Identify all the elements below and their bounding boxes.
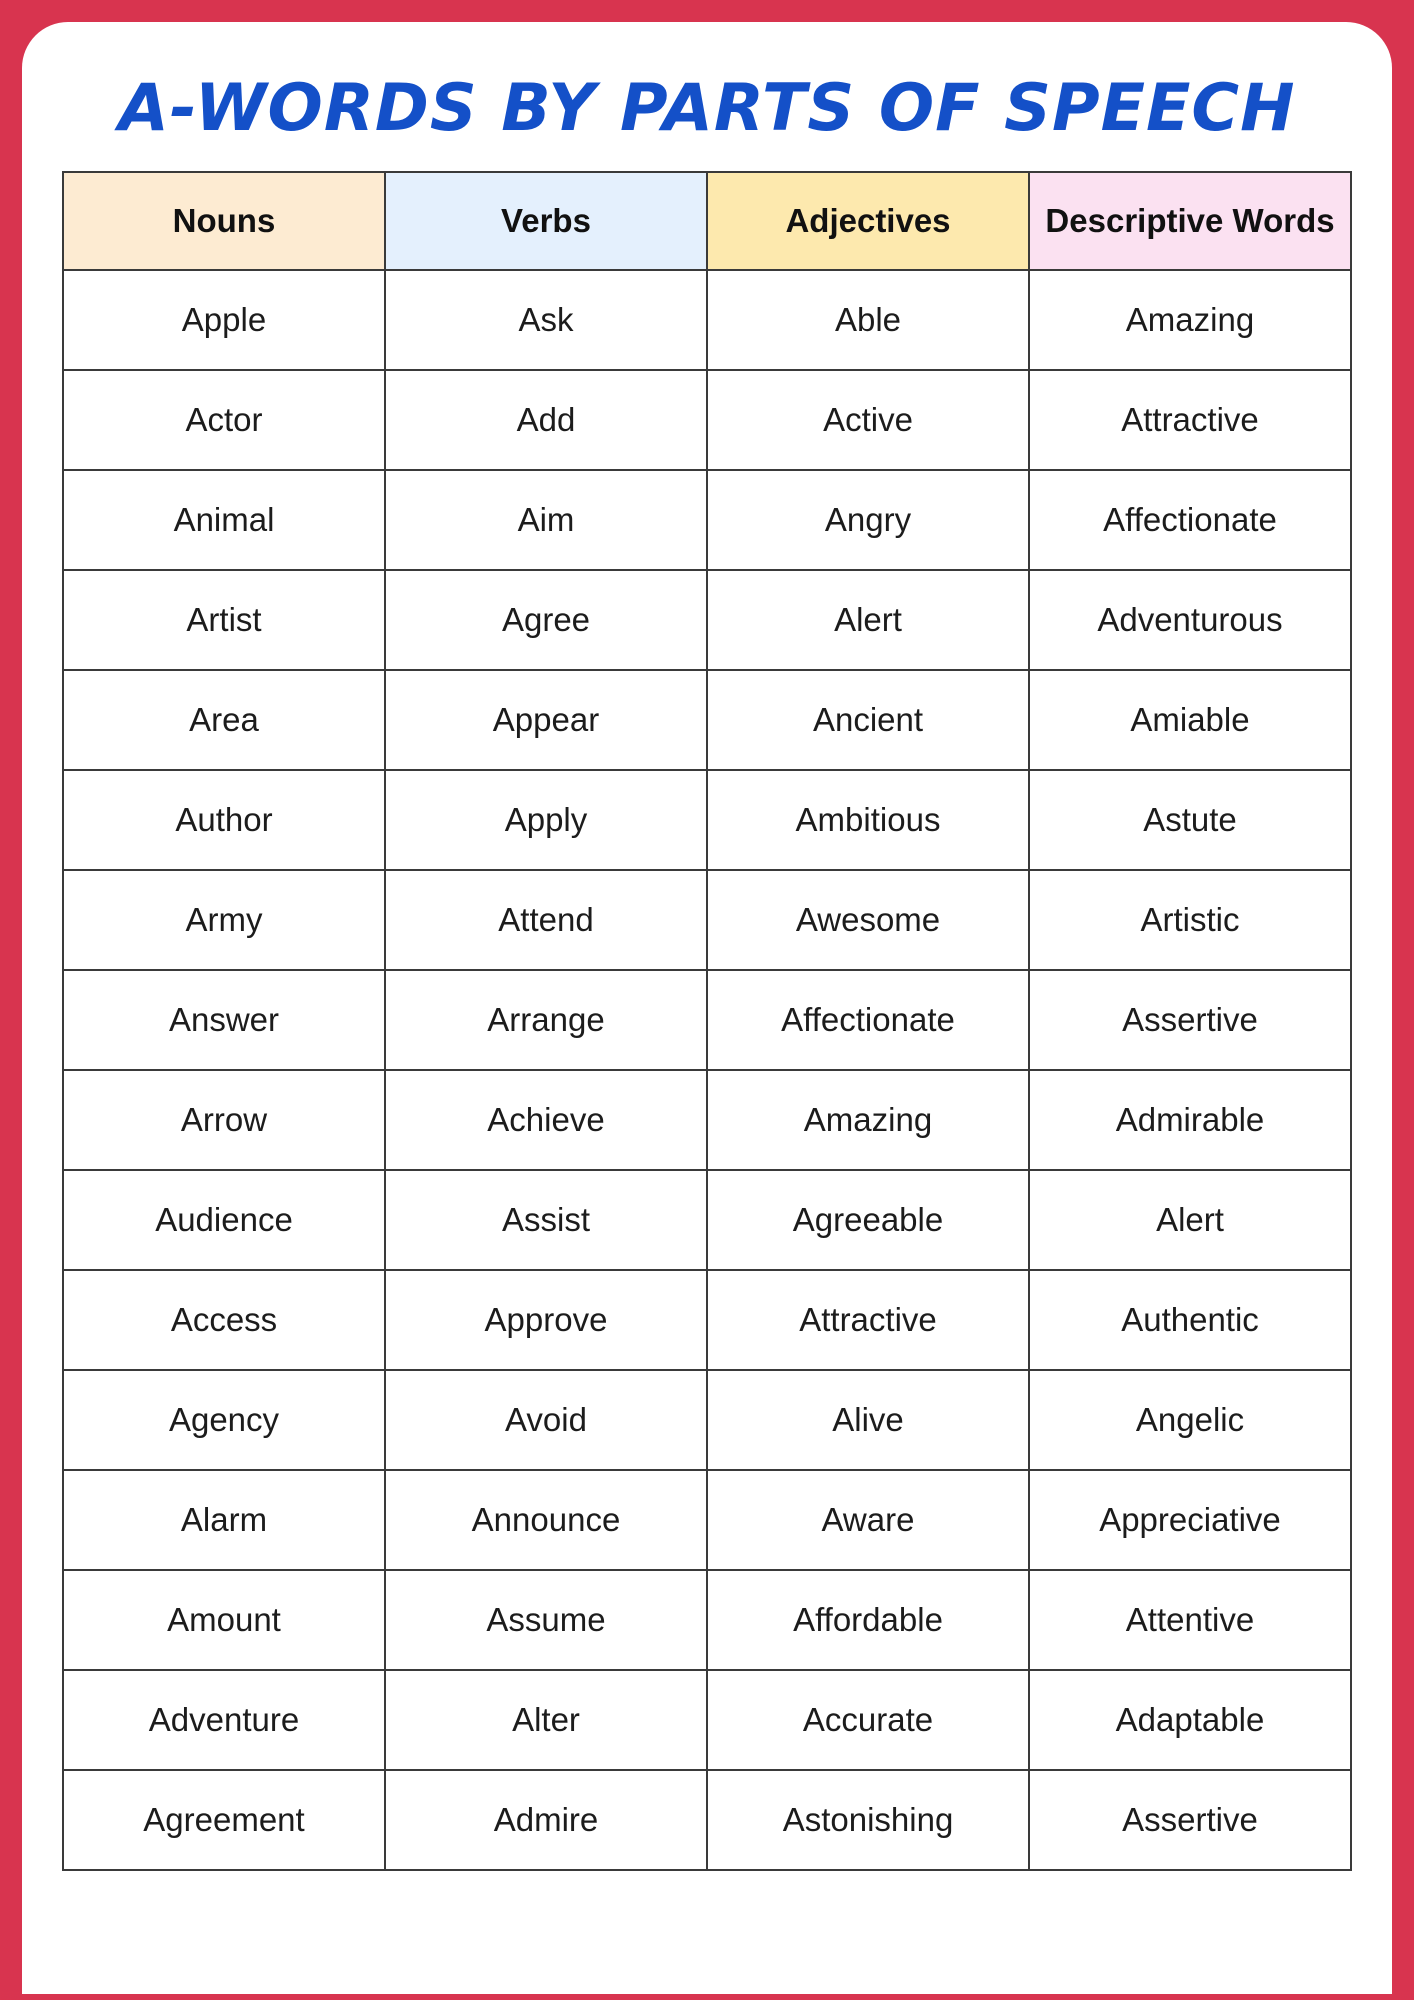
page-title: A-WORDS BY PARTS OF SPEECH xyxy=(118,71,1296,146)
table-body xyxy=(63,270,1351,1870)
table-cell: Area xyxy=(63,670,385,770)
table-cell: Assist xyxy=(385,1170,707,1270)
table-cell: Ask xyxy=(385,270,707,370)
table-cell: Approve xyxy=(385,1270,707,1370)
table-cell: Access xyxy=(63,1270,385,1370)
table-cell: Adventure xyxy=(63,1670,385,1770)
table-cell: Attend xyxy=(385,870,707,970)
table-row xyxy=(63,270,1351,370)
table-cell: Alert xyxy=(707,570,1029,670)
table-row xyxy=(63,770,1351,870)
table-cell: Appreciative xyxy=(1029,1470,1351,1570)
table-cell: Alive xyxy=(707,1370,1029,1470)
table-cell: Achieve xyxy=(385,1070,707,1170)
table-row xyxy=(63,1570,1351,1670)
table-cell: Army xyxy=(63,870,385,970)
table-cell: Assertive xyxy=(1029,1770,1351,1870)
table-row xyxy=(63,370,1351,470)
table-row xyxy=(63,870,1351,970)
table-cell: Able xyxy=(707,270,1029,370)
table-cell: Alter xyxy=(385,1670,707,1770)
table-cell: Admire xyxy=(385,1770,707,1870)
table-cell: Attentive xyxy=(1029,1570,1351,1670)
table-cell: Assume xyxy=(385,1570,707,1670)
table-cell: Astute xyxy=(1029,770,1351,870)
table-cell: Agency xyxy=(63,1370,385,1470)
table-cell: Adventurous xyxy=(1029,570,1351,670)
table-cell: Angelic xyxy=(1029,1370,1351,1470)
table-row xyxy=(63,1470,1351,1570)
table-row xyxy=(63,670,1351,770)
table-cell: Audience xyxy=(63,1170,385,1270)
table-cell: Astonishing xyxy=(707,1770,1029,1870)
table-cell: Aim xyxy=(385,470,707,570)
table-cell: Agree xyxy=(385,570,707,670)
table-cell: Actor xyxy=(63,370,385,470)
table-cell: Active xyxy=(707,370,1029,470)
table-cell: Amiable xyxy=(1029,670,1351,770)
table-cell: Attractive xyxy=(707,1270,1029,1370)
table-row xyxy=(63,470,1351,570)
table-cell: Add xyxy=(385,370,707,470)
table-row xyxy=(63,1770,1351,1870)
table-cell: Agreeable xyxy=(707,1170,1029,1270)
words-table xyxy=(62,171,1352,1871)
table-cell: Amazing xyxy=(707,1070,1029,1170)
table-cell: Announce xyxy=(385,1470,707,1570)
table-row xyxy=(63,1070,1351,1170)
table-row xyxy=(63,970,1351,1070)
table-cell: Amount xyxy=(63,1570,385,1670)
table-row xyxy=(63,1270,1351,1370)
table-cell: Avoid xyxy=(385,1370,707,1470)
table-cell: Affectionate xyxy=(707,970,1029,1070)
table-cell: Authentic xyxy=(1029,1270,1351,1370)
table-cell: Animal xyxy=(63,470,385,570)
table-cell: Affectionate xyxy=(1029,470,1351,570)
table-cell: Author xyxy=(63,770,385,870)
table-cell: Ancient xyxy=(707,670,1029,770)
table-cell: Adaptable xyxy=(1029,1670,1351,1770)
column-header-descriptive-words: Descriptive Words xyxy=(1029,172,1351,270)
table-cell: Arrow xyxy=(63,1070,385,1170)
table-cell: Awesome xyxy=(707,870,1029,970)
words-table-container xyxy=(22,171,1392,1871)
table-cell: Apple xyxy=(63,270,385,370)
column-header-nouns: Nouns xyxy=(63,172,385,270)
table-row xyxy=(63,1670,1351,1770)
table-row xyxy=(63,570,1351,670)
table-cell: Apply xyxy=(385,770,707,870)
column-header-verbs: Verbs xyxy=(385,172,707,270)
table-cell: Attractive xyxy=(1029,370,1351,470)
column-header-adjectives: Adjectives xyxy=(707,172,1029,270)
table-row xyxy=(63,1170,1351,1270)
table-cell: Admirable xyxy=(1029,1070,1351,1170)
table-cell: Alert xyxy=(1029,1170,1351,1270)
table-cell: Answer xyxy=(63,970,385,1070)
table-cell: Affordable xyxy=(707,1570,1029,1670)
table-cell: Assertive xyxy=(1029,970,1351,1070)
table-row xyxy=(63,1370,1351,1470)
table-cell: Angry xyxy=(707,470,1029,570)
table-cell: Amazing xyxy=(1029,270,1351,370)
table-cell: Appear xyxy=(385,670,707,770)
table-cell: Ambitious xyxy=(707,770,1029,870)
poster-page xyxy=(22,22,1392,1994)
table-cell: Agreement xyxy=(63,1770,385,1870)
table-cell: Aware xyxy=(707,1470,1029,1570)
table-header-row xyxy=(63,172,1351,270)
table-cell: Alarm xyxy=(63,1470,385,1570)
table-cell: Accurate xyxy=(707,1670,1029,1770)
table-cell: Artist xyxy=(63,570,385,670)
table-cell: Arrange xyxy=(385,970,707,1070)
table-cell: Artistic xyxy=(1029,870,1351,970)
